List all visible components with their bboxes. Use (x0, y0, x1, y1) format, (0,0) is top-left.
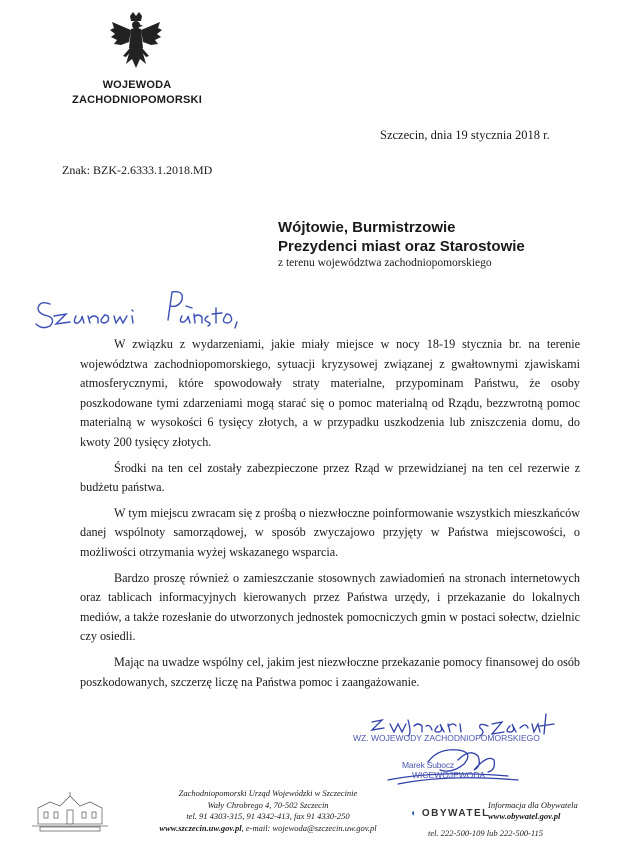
office-email: , e-mail: wojewoda@szczecin.uw.gov.pl (241, 822, 377, 833)
recipient-line2: Prezydenci miast oraz Starostowie (278, 238, 525, 255)
signatory-name: Marek Subocz (402, 760, 454, 770)
obywatel-brand-text: OBYWATEL (421, 808, 490, 819)
body-paragraph: W związku z wydarzeniami, jakie miały miejsce w nocy 18-19 stycznia br. na terenie województwa zachodniopomorskiego, sytuacji kryzysowej związanej z gwałtownymi zjawiskami atmosferycznymi, które spowodowały straty materialne, przypominam Państwu, że osoby poszkodowane tymi zdarzeniami mogą starać się o pomoc materialną od Rządu, bezzwrotną pomoc materialną w wysokości 6 tysięcy złotych, a w przypadku uszkodzenia lub zniszczenia domu, do kwoty 200 tysięcy złotych. (80, 337, 580, 449)
body-paragraph: Bardzo proszę również o zamieszczanie stosownych zawiadomień na stronach internetowych oraz tablicach informacyjnych kierowanych przez Państwa urzędy, i przekazanie do lokalnych mediów, a także rozesłanie do utworzonych jednostek pomocniczych gmin w postaci sołectw, dzielnic czy osiedli. (80, 570, 580, 644)
recipient-block (278, 218, 525, 271)
signature-authority: WZ. WOJEWODY ZACHODNIOPOMORSKIEGO (353, 733, 540, 743)
info-label: Informacja dla Obywatela (488, 800, 578, 810)
office-website-link[interactable]: www.szczecin.uw.gov.pl (159, 822, 242, 833)
issuer-line1: WOJEWODA (102, 79, 172, 91)
office-address: Wały Chrobrego 4, 70-502 Szczecin (207, 799, 329, 810)
citizen-info (488, 800, 612, 822)
office-phones: tel. 91 4303-315, 91 4342-413, fax 91 4330-250 (186, 811, 350, 821)
office-name: Zachodniopomorski Urząd Wojewódzki w Szczecinie (178, 788, 358, 798)
footer-office-info (128, 788, 408, 834)
recipient-line1: Wójtowie, Burmistrzowie (278, 219, 456, 236)
recipient-line3: z terenu województwa zachodniopomorskiego (278, 257, 492, 269)
body-paragraph: W tym miejscu zwracam się z prośbą o niezwłoczne poinformowanie wszystkich mieszkańców danej wspólnoty samorządowej, w sposób zwyczajowo przyjęty w Państwa miejscowości, o możliwości otrzymania wyżej wskazanego wsparcia. (80, 505, 580, 559)
signatory-role: WICEWOJEWODA (412, 770, 486, 780)
body-paragraph: Środki na ten cel zostały zabezpieczone przez Rząd w przewidzianej na ten cel rezerwie z budżetu państwa. (80, 460, 580, 495)
letter-date: Szczecin, dnia 19 stycznia 2018 r. (380, 128, 550, 142)
info-phone: tel. 222-500-109 lub 222-500-115 (428, 828, 544, 838)
eagle-emblem-icon (108, 12, 164, 72)
office-building-logo-icon (30, 790, 110, 832)
letter-body (80, 335, 580, 698)
info-website-link[interactable]: www.obywatel.gov.pl (488, 811, 561, 821)
body-paragraph: Mając na uwadze wspólny cel, jakim jest niezwłoczne przekazanie pomocy finansowej do osób poszkodowanych, szczerzę liczę na Państwa pomoc i zaangażowanie. (80, 654, 581, 689)
issuer-heading (62, 78, 212, 108)
obywatel-mark-icon: ◖ (410, 808, 418, 819)
obywatel-brand (410, 808, 490, 819)
handwritten-salutation (32, 286, 262, 336)
issuer-line2: ZACHODNIOPOMORSKI (72, 94, 202, 106)
reference-number: Znak: BZK-2.6333.1.2018.MD (62, 163, 213, 177)
